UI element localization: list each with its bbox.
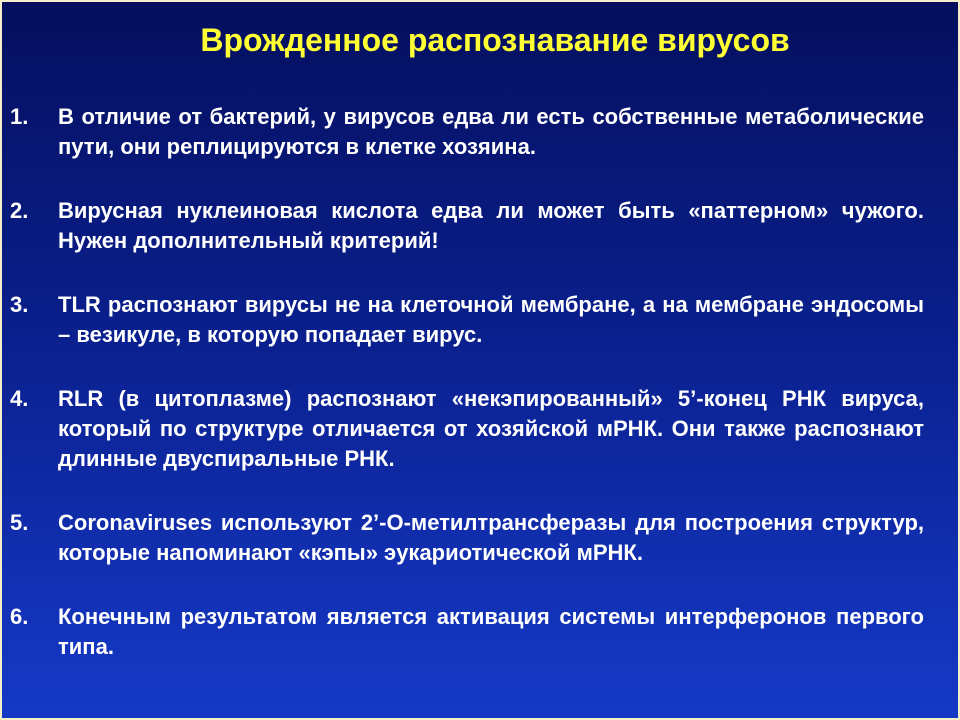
slide-title: Врожденное распознавание вирусов bbox=[200, 22, 790, 58]
list-item-number: 4. bbox=[10, 386, 29, 411]
list-item-number: 6. bbox=[10, 604, 29, 629]
list-item bbox=[10, 290, 924, 350]
list-item bbox=[10, 384, 924, 474]
list-item-number: 1. bbox=[10, 104, 29, 129]
list-item-text: RLR (в цитоплазме) распознают «некэпированный» 5’-конец РНК вируса, который по структуре отличается от хозяйской мРНК. Они также распознают длинные двуспиральные РНК. bbox=[58, 386, 924, 471]
list-item-text: Вирусная нуклеиновая кислота едва ли может быть «паттерном» чужого. Нужен дополнительный критерий! bbox=[58, 198, 924, 253]
slide bbox=[2, 2, 958, 718]
list-item bbox=[10, 102, 924, 162]
list-item bbox=[10, 508, 924, 568]
numbered-list bbox=[10, 102, 924, 662]
list-item-number: 3. bbox=[10, 292, 29, 317]
list-item bbox=[10, 196, 924, 256]
list-item bbox=[10, 602, 924, 662]
list-item-text: В отличие от бактерий, у вирусов едва ли есть собственные метаболические пути, они реплицируются в клетке хозяина. bbox=[58, 104, 924, 159]
list-item-text: Конечным результатом является активация системы интерферонов первого типа. bbox=[58, 604, 924, 659]
list-item-text: TLR распознают вирусы не на клеточной мембране, а на мембране эндосомы – везикуле, в которую попадает вирус. bbox=[58, 292, 924, 347]
list-item-text: Coronaviruses используют 2’-О-метилтрансферазы для построения структур, которые напоминают «кэпы» эукариотической мРНК. bbox=[58, 510, 924, 565]
list-item-number: 2. bbox=[10, 198, 29, 223]
list-item-number: 5. bbox=[10, 510, 29, 535]
